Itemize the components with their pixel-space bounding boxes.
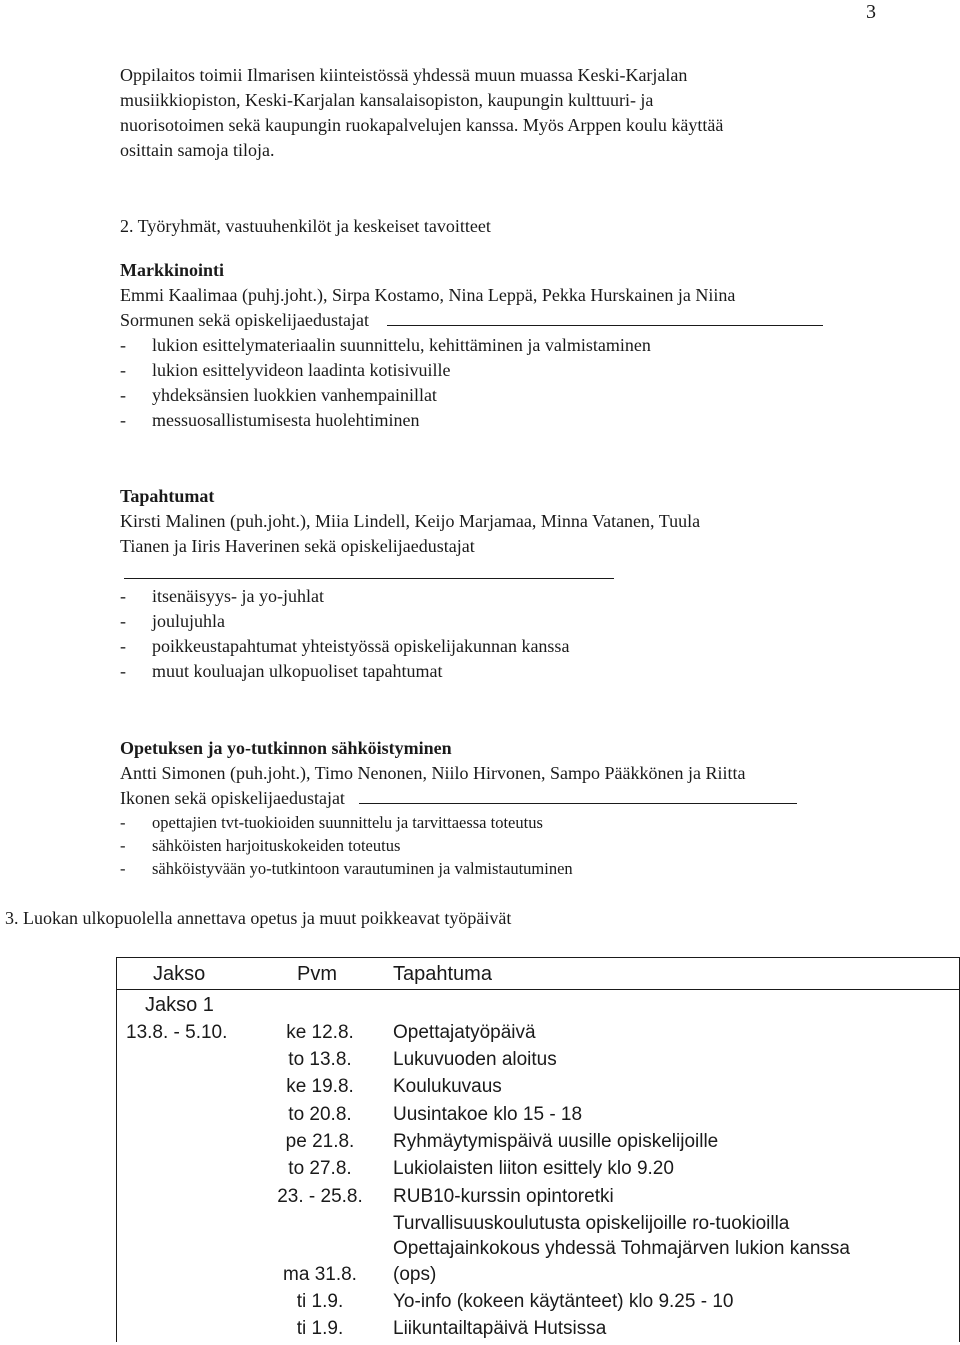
list-item: - lukion esittelymateriaalin suunnittelu, kehittäminen ja valmistaminen xyxy=(120,335,651,355)
section-3-heading: 3. Luokan ulkopuolella annettava opetus ja muut poikkeavat työpäivät xyxy=(5,908,512,928)
row-tapahtuma: Koulukuvaus xyxy=(393,1076,502,1097)
row-tapahtuma: Lukuvuoden aloitus xyxy=(393,1049,557,1070)
list-item: - poikkeustapahtumat yhteistyössä opiskelijakunnan kanssa xyxy=(120,636,570,656)
row-pvm: ma 31.8. xyxy=(283,1264,357,1285)
row-tapahtuma: Uusintakoe klo 15 - 18 xyxy=(393,1104,583,1125)
header-tapahtuma: Tapahtuma xyxy=(393,963,492,985)
schedule-table xyxy=(116,957,960,1342)
list-item: - lukion esittelyvideon laadinta kotisivuille xyxy=(120,360,451,380)
list-item: - muut kouluajan ulkopuoliset tapahtumat xyxy=(120,661,443,681)
list-item: - sähköistyvään yo-tutkintoon varautuminen ja valmistautuminen xyxy=(120,859,573,878)
intro-line-1: Oppilaitos toimii Ilmarisen kiinteistössä yhdessä muun muassa Keski-Karjalan xyxy=(120,65,688,85)
group-members-sahkoistyminen-1: Antti Simonen (puh.joht.), Timo Nenonen, Niilo Hirvonen, Sampo Pääkkönen ja Riitta xyxy=(120,763,746,783)
header-jakso: Jakso xyxy=(153,963,206,985)
row-pvm: pe 21.8. xyxy=(285,1131,355,1152)
intro-line-4: osittain samoja tiloja. xyxy=(120,140,275,160)
row-tapahtuma: RUB10-kurssin opintoretki xyxy=(393,1186,614,1207)
table-header-border xyxy=(117,989,959,990)
list-item: - messuosallistumisesta huolehtiminen xyxy=(120,410,420,430)
group-members-sahkoistyminen-2 xyxy=(120,786,797,811)
group-members-tapahtumat-1: Kirsti Malinen (puh.joht.), Miia Lindell, Keijo Marjamaa, Minna Vatanen, Tuula xyxy=(120,511,701,531)
row-pvm: ke 12.8. xyxy=(286,1022,354,1043)
list-item: - joulujuhla xyxy=(120,611,225,631)
row-tapahtuma: Yo-info (kokeen käytänteet) klo 9.25 - 10 xyxy=(393,1291,734,1312)
row-tapahtuma: (ops) xyxy=(393,1264,437,1285)
group-members-tapahtumat-2: Tianen ja Iiris Haverinen sekä opiskelijaedustajat xyxy=(120,536,475,556)
row-tapahtuma: Turvallisuuskoulutusta opiskelijoille ro-tuokioilla xyxy=(393,1213,790,1234)
fill-in-line xyxy=(387,308,823,326)
intro-line-2: musiikkiopiston, Keski-Karjalan kansalaisopiston, kaupungin kulttuuri- ja xyxy=(120,90,654,110)
table-top-border xyxy=(117,957,959,958)
row-pvm: ti 1.9. xyxy=(296,1291,344,1312)
members-text: Sormunen sekä opiskelijaedustajat xyxy=(120,310,369,330)
group-title-markkinointi: Markkinointi xyxy=(120,260,225,280)
list-item: - sähköisten harjoituskokeiden toteutus xyxy=(120,836,401,855)
list-item: - itsenäisyys- ja yo-juhlat xyxy=(120,586,324,606)
row-tapahtuma: Liikuntailtapäivä Hutsissa xyxy=(393,1318,607,1339)
fill-in-line xyxy=(359,786,797,804)
page-number: 3 xyxy=(866,1,876,23)
row-tapahtuma: Opettajainkokous yhdessä Tohmajärven lukion kanssa xyxy=(393,1238,850,1259)
row-pvm: to 13.8. xyxy=(288,1049,352,1070)
list-item: - yhdeksänsien luokkien vanhempainillat xyxy=(120,385,437,405)
list-item: - opettajien tvt-tuokioiden suunnittelu ja tarvittaessa toteutus xyxy=(120,813,543,832)
jakso-label: Jakso 1 xyxy=(145,994,214,1016)
row-tapahtuma: Lukiolaisten liiton esittely klo 9.20 xyxy=(393,1158,674,1179)
fill-in-line xyxy=(124,578,614,579)
group-members-markkinointi-1: Emmi Kaalimaa (puhj.joht.), Sirpa Kostamo, Nina Leppä, Pekka Hurskainen ja Niina xyxy=(120,285,736,305)
group-title-sahkoistyminen: Opetuksen ja yo-tutkinnon sähköistyminen xyxy=(120,738,452,758)
row-tapahtuma: Ryhmäytymispäivä uusille opiskelijoille xyxy=(393,1131,719,1152)
row-pvm: ke 19.8. xyxy=(286,1076,354,1097)
header-pvm: Pvm xyxy=(297,963,337,985)
jakso-range: 13.8. - 5.10. xyxy=(126,1022,228,1043)
row-tapahtuma: Opettajatyöpäivä xyxy=(393,1022,536,1043)
row-pvm: 23. - 25.8. xyxy=(277,1186,363,1207)
members-text: Ikonen sekä opiskelijaedustajat xyxy=(120,788,345,808)
row-pvm: to 27.8. xyxy=(288,1158,352,1179)
group-members-markkinointi-2 xyxy=(120,308,823,333)
group-title-tapahtumat: Tapahtumat xyxy=(120,486,215,506)
intro-line-3: nuorisotoimen sekä kaupungin ruokapalvelujen kanssa. Myös Arppen koulu käyttää xyxy=(120,115,724,135)
row-pvm: ti 1.9. xyxy=(296,1318,344,1339)
section-2-heading: 2. Työryhmät, vastuuhenkilöt ja keskeiset tavoitteet xyxy=(120,216,491,236)
row-pvm: to 20.8. xyxy=(288,1104,352,1125)
